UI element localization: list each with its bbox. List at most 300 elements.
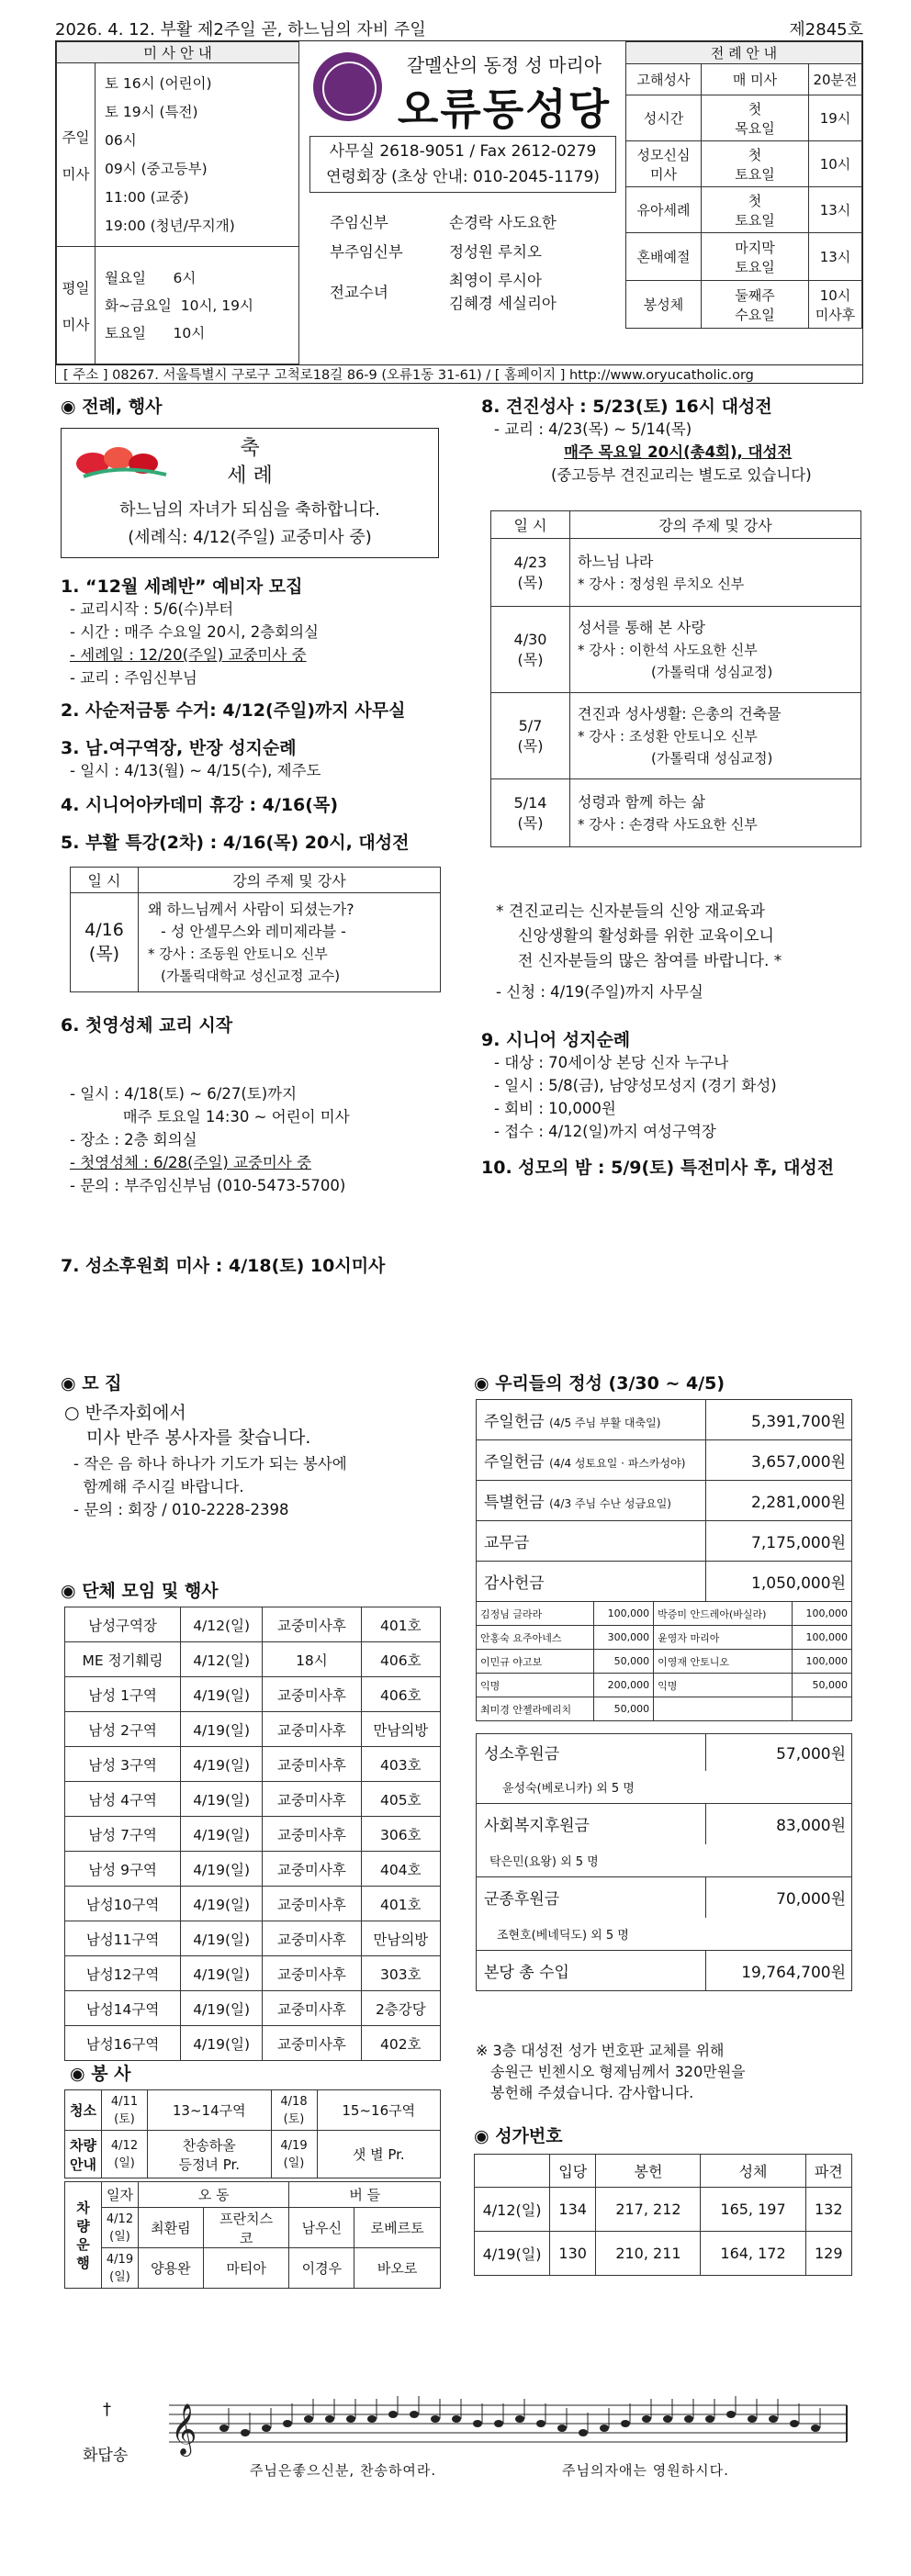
shuttle-head-beodeul: 버 들: [289, 2182, 441, 2208]
sac-cell: 13시: [809, 233, 862, 281]
cross-icon: †: [103, 2400, 111, 2419]
staff-role-sister: 전교수녀: [330, 284, 388, 301]
sac-cell: 13시: [809, 187, 862, 233]
weekday-mass-list: [96, 247, 299, 364]
item-1-line: - 교리시작 : 5/6(수)부터: [70, 600, 234, 618]
thanks-cell: 이영재 안토니오: [654, 1650, 793, 1674]
item-6-line: - 일시 : 4/18(토) ~ 6/27(토)까지: [70, 1085, 298, 1103]
military-label: 군종후원금: [477, 1877, 706, 1918]
hymn-head: 파견: [805, 2155, 851, 2188]
group-cell: 4/19(일): [181, 1956, 263, 1991]
group-cell: 4/12(일): [181, 1607, 263, 1642]
offering-note: (4/5 주님 부활 대축일): [549, 1417, 661, 1429]
item-6-body: [61, 1036, 446, 1243]
total-label: 본당 총 수입: [477, 1951, 706, 1991]
sac-cell: 성모신심 미사: [626, 141, 702, 187]
recruit-head-1: ○ 반주자회에서: [64, 1403, 186, 1423]
offering-note: (4/4 성토요일 · 파스카성야): [549, 1457, 686, 1470]
group-cell: 교중미사후: [263, 1852, 362, 1887]
baptism-box: [61, 428, 439, 558]
thanks-row: [477, 1650, 852, 1674]
group-cell: 402호: [361, 2026, 440, 2061]
confirmation-note: [496, 900, 872, 1004]
lyric-1: 주님은좋으신분, 찬송하여라.: [250, 2462, 437, 2479]
sac-cell: 10시: [809, 141, 862, 187]
offering-title: ◉ 우리들의 정성 (3/30 ~ 4/5): [474, 1373, 725, 1394]
group-cell: 남성12구역: [65, 1956, 181, 1991]
conf-content: [570, 693, 861, 779]
group-cell: 교중미사후: [263, 1956, 362, 1991]
item-10-title: 10. 성모의 밤 : 5/9(토) 특전미사 후, 대성전: [481, 1158, 835, 1178]
thanks-row: [477, 1674, 852, 1697]
music-note: [219, 2425, 229, 2432]
hymn-head: [475, 2155, 550, 2188]
item-1-body: [61, 598, 446, 689]
group-row: [65, 1956, 441, 1991]
item-8: [481, 393, 867, 487]
group-row: [65, 1712, 441, 1747]
item-9-line: - 접수 : 4/12(일)까지 여성구역장: [494, 1123, 716, 1140]
offering-note: (4/3 주님 수난 성금요일): [549, 1497, 671, 1510]
group-cell: 4/19(일): [181, 1921, 263, 1956]
offering-amount: 5,391,700원: [706, 1400, 852, 1440]
sac-cell: 봉성체: [626, 281, 702, 329]
offering-amount: 2,281,000원: [706, 1481, 852, 1521]
music-note: [304, 2415, 313, 2423]
group-cell: 306호: [361, 1817, 440, 1852]
issue-number: 제2845호: [789, 20, 863, 39]
group-cell: 406호: [361, 1677, 440, 1712]
recruit-title: ◉ 모 집: [61, 1373, 122, 1394]
shuttle-cell: 남우신: [289, 2208, 354, 2248]
conf-speaker: * 강사 : 정성원 루치오 신부: [578, 575, 745, 592]
group-cell: 남성16구역: [65, 2026, 181, 2061]
offering-title-text: 우리들의 정성 (3/30 ~ 4/5): [495, 1373, 725, 1394]
sac-cell: 혼배예절: [626, 233, 702, 281]
easter-lecture-table: [70, 867, 441, 992]
thanks-cell: 100,000: [793, 1650, 852, 1674]
clean-group-2: 15~16구역: [317, 2090, 441, 2131]
staff-name-sister: 최영이 루시아 김혜경 세실리아: [449, 272, 557, 312]
svg-text:𝄞: 𝄞: [171, 2403, 197, 2455]
music-note: [579, 2429, 588, 2436]
sac-cell: 둘째주 수요일: [702, 281, 809, 329]
sunday-mass-6: 19:00 (청년/무지개): [105, 217, 235, 234]
music-note: [557, 2425, 567, 2432]
music-note: [748, 2415, 757, 2423]
recruit-title-text: 모 집: [82, 1373, 122, 1394]
group-cell: 남성 1구역: [65, 1677, 181, 1712]
music-note: [726, 2411, 736, 2418]
group-row: [65, 1642, 441, 1677]
group-row: [65, 1607, 441, 1642]
sunday-mass-5: 11:00 (교중): [105, 188, 189, 206]
thanks-row: [477, 1626, 852, 1650]
music-note: [790, 2420, 799, 2427]
vocation-label: 성소후원금: [477, 1734, 706, 1771]
item-5-title: 5. 부활 특강(2차) : 4/16(목) 20시, 대성전: [61, 833, 410, 853]
offering-label: 교무금: [477, 1521, 706, 1562]
military-amount: 70,000원: [706, 1877, 852, 1918]
hymn-cell: 129: [805, 2232, 851, 2276]
hymn-table: [474, 2154, 852, 2276]
item-1-title: 1. “12월 세례반” 예비자 모집: [61, 577, 303, 597]
sac-cell: 매 미사: [702, 64, 809, 95]
thanks-cell: 최미경 안젤라메리치: [477, 1697, 594, 1721]
baptism-title-1: 축: [240, 437, 260, 460]
staff-role-assistant: 부주임신부: [330, 243, 403, 261]
item-8-line: - 교리 : 4/23(목) ~ 5/14(목): [494, 420, 692, 438]
clean-group-1: 13~14구역: [148, 2090, 272, 2131]
offering-amount: 3,657,000원: [706, 1440, 852, 1481]
shuttle-head-date: 일자: [102, 2182, 139, 2208]
clean-label: 청소: [65, 2090, 102, 2131]
church-name: 오류동성당: [397, 84, 612, 134]
thanks-cell: 200,000: [594, 1674, 654, 1697]
music-note: [536, 2420, 545, 2427]
item-8-line: (중고등부 견진교리는 별도로 있습니다): [551, 466, 812, 484]
item-9-line: - 대상 : 70세이상 본당 신자 누구나: [494, 1054, 729, 1071]
group-cell: 남성11구역: [65, 1921, 181, 1956]
group-cell: 18시: [263, 1642, 362, 1677]
thanks-cell: 100,000: [793, 1626, 852, 1650]
thanks-cell: 50,000: [594, 1697, 654, 1721]
group-cell: 교중미사후: [263, 1677, 362, 1712]
group-cell: 4/19(일): [181, 1677, 263, 1712]
offering-amount: 1,050,000원: [706, 1562, 852, 1602]
baptism-line-2: (세례식: 4/12(주일) 교중미사 중): [128, 528, 372, 547]
hymn-head: 봉헌: [596, 2155, 701, 2188]
note-line: * 견진교리는 신자분들의 신앙 재교육과: [496, 902, 765, 921]
item-1-line: - 교리 : 주임신부님: [70, 669, 197, 687]
group-cell: ME 정기훼링: [65, 1642, 181, 1677]
weekday-mass-1: 월요일 6시: [105, 269, 197, 286]
thanks-cell: 100,000: [793, 1602, 852, 1626]
military-donors: 조현호(베네딕도) 외 5 명: [477, 1918, 852, 1951]
group-cell: 교중미사후: [263, 2026, 362, 2061]
groups-table: [64, 1607, 441, 2061]
conf-speaker: * 강사 : 조성환 안토니오 신부: [578, 727, 758, 745]
vocation-donors: 윤성숙(베로니카) 외 5 명: [477, 1771, 852, 1804]
item-7-title: 7. 성소후원회 미사 : 4/18(토) 10시미사: [61, 1256, 386, 1276]
conf-topic: 하느님 나라: [578, 552, 654, 570]
thanks-cell: 익명: [654, 1674, 793, 1697]
header-box: [55, 40, 863, 384]
lecture-date: 4/16 (목): [71, 893, 139, 992]
music-note: [811, 2425, 820, 2432]
hymn-head: 입당: [550, 2155, 596, 2188]
date-text: 2026. 4. 12. 부활 제2주일 곧, 하느님의 자비 주일: [55, 20, 426, 39]
hymn-head: 성체: [701, 2155, 805, 2188]
lecture-speaker: * 강사 : 조동원 안토니오 신부: [148, 945, 328, 962]
car-group-2: 샛 별 Pr.: [317, 2131, 441, 2178]
group-cell: 405호: [361, 1782, 440, 1817]
thanks-row: [477, 1602, 852, 1626]
hymn-cell: 132: [805, 2188, 851, 2232]
group-row: [65, 1782, 441, 1817]
hymn-title-text: 성가번호: [495, 2126, 563, 2146]
thanks-cell: 50,000: [793, 1674, 852, 1697]
sac-cell: 첫 목요일: [702, 95, 809, 141]
music-note: [473, 2420, 482, 2427]
hymn-cell: 130: [550, 2232, 596, 2276]
music-note: [642, 2415, 651, 2423]
sac-cell: 10시 미사후: [809, 281, 862, 329]
group-cell: 남성 2구역: [65, 1712, 181, 1747]
sacrament-title: 전 례 안 내: [626, 42, 862, 64]
music-note: [325, 2415, 334, 2423]
service-title-text: 봉 사: [91, 2064, 131, 2084]
item-8-line: 매주 목요일 20시(총4회), 대성전: [564, 443, 793, 461]
total-amount: 19,764,700원: [706, 1951, 852, 1991]
hymn-cell: 164, 172: [701, 2232, 805, 2276]
sunday-mass-list: [96, 63, 299, 247]
church-info: [302, 41, 624, 385]
lyric-2: 주님의자애는 영원하시다.: [562, 2462, 729, 2479]
item-6-title: 6. 첫영성체 교리 시작: [61, 1015, 233, 1036]
music-note: [663, 2415, 672, 2423]
group-cell: 만남의방: [361, 1712, 440, 1747]
note-line: 신앙생활의 활성화를 위한 교육이오니: [518, 927, 774, 946]
groups-title-text: 단체 모임 및 행사: [82, 1581, 219, 1601]
item-6-line: - 장소 : 2층 회의실: [70, 1131, 197, 1148]
service-title: ◉ 봉 사: [70, 2064, 131, 2084]
item-3-line: - 일시 : 4/13(월) ~ 4/15(수), 제주도: [70, 762, 321, 779]
thanks-cell: 이민규 야고보: [477, 1650, 594, 1674]
baptism-title-2: 세 례: [227, 465, 273, 487]
section-liturgy-text: 전례, 행사: [82, 397, 163, 417]
shuttle-cell: 4/12 (일): [102, 2208, 139, 2248]
thanks-row: [477, 1697, 852, 1721]
baptism-line-1: 하느님의 자녀가 되심을 축하합니다.: [119, 500, 380, 520]
car-group-1: 찬송하올 등정녀 Pr.: [148, 2131, 272, 2178]
music-note: [410, 2411, 419, 2418]
offering-label: 주일헌금: [484, 1413, 545, 1431]
donation-table: [476, 1733, 852, 1991]
conf-topic: 성서를 통해 본 사랑: [578, 618, 705, 636]
staff-role-pastor: 주임신부: [330, 214, 388, 231]
group-cell: 4/19(일): [181, 2026, 263, 2061]
conf-topic: 견진과 성사생활: 은총의 건축물: [578, 704, 782, 722]
lecture-topic-2: - 성 안셀무스와 레미제라블 -: [161, 922, 346, 940]
address-bar: [ 주소 ] 08267. 서울특별시 구로구 고척로18길 86-9 (오류1동 31-61) / [ 홈페이지 ] http://www.oryucatholic.org: [56, 364, 862, 385]
sac-cell: 유아세례: [626, 187, 702, 233]
lecture-content: [139, 893, 441, 992]
lecture-topic-1: 왜 하느님께서 사람이 되셨는가?: [148, 900, 354, 918]
funeral-contact: 연령회장 (초상 안내: 010-2045-1179): [326, 168, 600, 186]
hymn-cell: 217, 212: [596, 2188, 701, 2232]
music-note: [705, 2415, 714, 2423]
group-cell: 401호: [361, 1607, 440, 1642]
conf-topic: 성령과 함께 하는 삶: [578, 792, 705, 811]
conf-date: 4/23 (목): [491, 539, 570, 607]
sac-cell: 첫 토요일: [702, 141, 809, 187]
group-cell: 404호: [361, 1852, 440, 1887]
shuttle-cell: 로베르토: [354, 2208, 441, 2248]
music-note: [262, 2425, 271, 2432]
group-row: [65, 1747, 441, 1782]
thanks-note-line: 봉헌해 주셨습니다. 감사합니다.: [490, 2084, 694, 2101]
conf-date: 4/30 (목): [491, 607, 570, 693]
conf-content: [570, 779, 861, 847]
group-cell: 교중미사후: [263, 1782, 362, 1817]
group-cell: 교중미사후: [263, 1887, 362, 1921]
hymn-title: ◉ 성가번호: [474, 2126, 563, 2146]
group-cell: 4/19(일): [181, 1782, 263, 1817]
group-cell: 남성14구역: [65, 1991, 181, 2026]
group-cell: 4/19(일): [181, 1852, 263, 1887]
shuttle-cell: 바오로: [354, 2248, 441, 2289]
service-table: [64, 2089, 441, 2178]
item-1-line: - 세례일 : 12/20(주일) 교중미사 중: [70, 646, 307, 664]
thanks-cell: 김정님 글라라: [477, 1602, 594, 1626]
music-staff: [169, 2396, 849, 2460]
group-cell: 남성 4구역: [65, 1782, 181, 1817]
mass-table: [56, 41, 299, 364]
conf-affil: (가톨릭대 성심교정): [651, 749, 773, 767]
offering-amount: 7,175,000원: [706, 1521, 852, 1562]
hymn-cell: 210, 211: [596, 2232, 701, 2276]
group-cell: 교중미사후: [263, 1712, 362, 1747]
item-3-title: 3. 남.여구역장, 반장 성지순례: [61, 738, 297, 758]
left-items: [61, 573, 446, 854]
group-cell: 교중미사후: [263, 1817, 362, 1852]
sac-cell: 20분전: [809, 64, 862, 95]
shuttle-cell: 마티아: [203, 2248, 289, 2289]
music-note: [241, 2429, 250, 2436]
thanks-cell: 50,000: [594, 1650, 654, 1674]
item-6-line: - 첫영성체 : 6/28(주일) 교중미사 중: [70, 1154, 311, 1171]
lecture-speaker-affil: (가톨릭대학교 성신교정 교수): [161, 967, 341, 984]
item-4-title: 4. 시니어아카데미 휴강 : 4/16(목): [61, 795, 339, 815]
vocation-amount: 57,000원: [706, 1734, 852, 1771]
thanks-cell: 300,000: [594, 1626, 654, 1650]
staff-name-pastor: 손경락 사도요한: [449, 214, 557, 231]
thanks-note-line: 송원근 빈첸시오 형제님께서 320만원을: [490, 2063, 746, 2080]
section-liturgy-title: ◉ 전례, 행사: [61, 397, 163, 417]
shuttle-head-odong: 오 동: [139, 2182, 289, 2208]
lecture-head-topic: 강의 주제 및 강사: [139, 868, 441, 893]
group-cell: 4/19(일): [181, 1817, 263, 1852]
group-cell: 남성10구역: [65, 1887, 181, 1921]
thanks-table: [476, 1601, 852, 1721]
group-row: [65, 1677, 441, 1712]
shuttle-cell: 최환림: [139, 2208, 204, 2248]
clean-date-1: 4/11 (토): [102, 2090, 148, 2131]
music-note: [684, 2415, 693, 2423]
conf-speaker: * 강사 : 이한석 사도요한 신부: [578, 641, 758, 658]
shuttle-cell: 양용완: [139, 2248, 204, 2289]
offering-label: 특별헌금: [484, 1494, 545, 1512]
note-line: 전 신자분들의 많은 참여를 바랍니다. *: [518, 952, 782, 970]
lecture-head-date: 일 시: [71, 868, 139, 893]
hymn-cell: 4/19(일): [475, 2232, 550, 2276]
group-row: [65, 1817, 441, 1852]
church-logo-icon: [313, 52, 382, 121]
thanks-cell: 익명: [477, 1674, 594, 1697]
shuttle-label: 차 량 운 행: [65, 2182, 102, 2289]
car-date-1: 4/12 (일): [102, 2131, 148, 2178]
car-guide-label: 차량 안내: [65, 2131, 102, 2178]
music-note: [600, 2425, 609, 2432]
clean-date-2: 4/18 (토): [271, 2090, 317, 2131]
conf-content: [570, 607, 861, 693]
weekday-mass-3: 토요일 10시: [105, 324, 206, 342]
mass-title: 미 사 안 내: [57, 42, 299, 63]
shuttle-table: [64, 2181, 441, 2289]
hymn-cell: 4/12(일): [475, 2188, 550, 2232]
group-cell: 남성구역장: [65, 1607, 181, 1642]
shuttle-cell: 프란치스 코: [203, 2208, 289, 2248]
conf-head-topic: 강의 주제 및 강사: [570, 511, 861, 539]
item-2-title: 2. 사순저금통 수거: 4/12(주일)까지 사무실: [61, 700, 406, 721]
thanks-cell: [654, 1697, 793, 1721]
thanks-note-line: ※ 3층 대성전 성가 번호판 교체를 위해: [476, 2042, 725, 2059]
contact-box: [309, 136, 616, 193]
group-row: [65, 2026, 441, 2061]
confirmation-lecture-table: [490, 510, 861, 847]
conf-speaker: * 강사 : 손경락 사도요한 신부: [578, 815, 758, 833]
group-row: [65, 1991, 441, 2026]
date-line: [55, 17, 863, 40]
social-label: 사회복지후원금: [477, 1804, 706, 1844]
apply-line: - 신청 : 4/19(주일)까지 사무실: [496, 983, 703, 1001]
weekday-mass-2: 화~금요일 10시, 19시: [105, 297, 253, 314]
music-note: [452, 2415, 461, 2423]
item-8-title: 8. 견진성사 : 5/23(토) 16시 대성전: [481, 397, 772, 417]
sunday-mass-1: 토 16시 (어린이): [105, 74, 212, 92]
sac-cell: 성시간: [626, 95, 702, 141]
item-1-line: - 시간 : 매주 수요일 20시, 2층회의실: [70, 623, 319, 641]
offering-table: [476, 1399, 852, 1602]
group-cell: 401호: [361, 1887, 440, 1921]
social-amount: 83,000원: [706, 1804, 852, 1844]
group-cell: 4/12(일): [181, 1642, 263, 1677]
office-phone: 사무실 2618-9051 / Fax 2612-0279: [329, 142, 597, 161]
group-cell: 남성 3구역: [65, 1747, 181, 1782]
group-cell: 교중미사후: [263, 1747, 362, 1782]
church-slogan: 갈멜산의 동정 성 마리아: [406, 54, 602, 76]
thanks-cell: 100,000: [594, 1602, 654, 1626]
music-note: [283, 2420, 292, 2427]
recruit-line: - 문의 : 회장 / 010-2228-2398: [73, 1501, 289, 1518]
group-cell: 교중미사후: [263, 1921, 362, 1956]
hymn-cell: 165, 197: [701, 2188, 805, 2232]
left-items-2: [61, 1012, 446, 1277]
group-row: [65, 1852, 441, 1887]
thanks-cell: 박증미 안드레아(바실라): [654, 1602, 793, 1626]
recruit-line: - 작은 음 하나 하나가 기도가 되는 봉사에: [73, 1455, 347, 1473]
recruit-head-2: 미사 반주 봉사자를 찾습니다.: [86, 1428, 311, 1448]
music-note: [621, 2420, 630, 2427]
car-date-2: 4/19 (일): [271, 2131, 317, 2178]
group-cell: 만남의방: [361, 1921, 440, 1956]
item-9-line: - 일시 : 5/8(금), 남양성모성지 (경기 화성): [494, 1077, 777, 1094]
music-note: [515, 2415, 524, 2423]
music-note: [388, 2411, 398, 2418]
group-cell: 4/19(일): [181, 1887, 263, 1921]
conf-head-date: 일 시: [491, 511, 570, 539]
thanks-cell: 윤영자 마리아: [654, 1626, 793, 1650]
group-cell: 4/19(일): [181, 1712, 263, 1747]
sunday-label: 주일 미사: [57, 63, 96, 247]
recruit-line: 함께해 주시길 바랍니다.: [73, 1478, 244, 1495]
item-9-line: - 회비 : 10,000원: [494, 1100, 616, 1117]
item-6-line: - 문의 : 부주임신부님 (010-5473-5700): [70, 1177, 346, 1194]
conf-affil: (가톨릭대 성심교정): [651, 663, 773, 680]
sunday-mass-3: 06시: [105, 131, 137, 149]
hymn-cell: 134: [550, 2188, 596, 2232]
